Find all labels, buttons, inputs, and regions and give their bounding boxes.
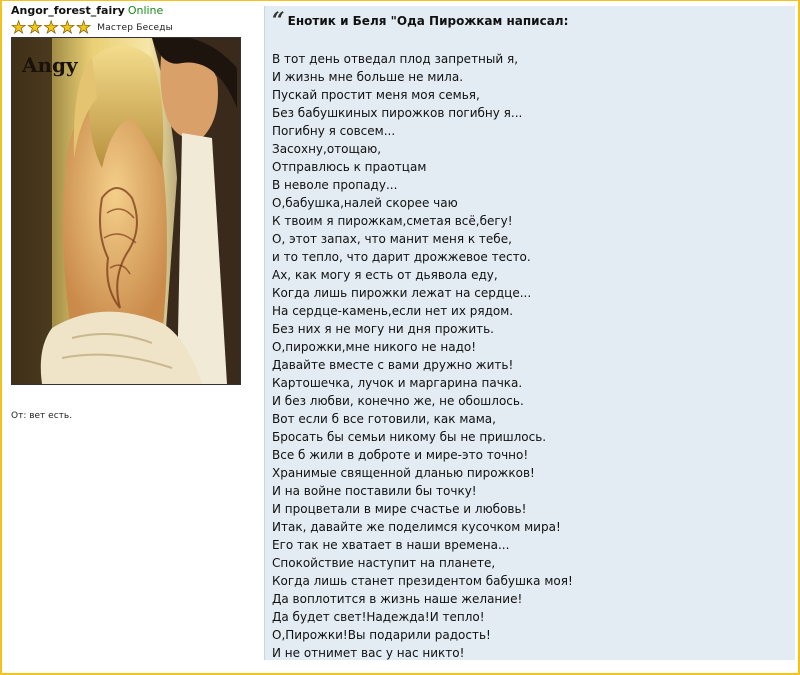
user-panel [11,4,251,421]
poem-line: Его так не хватает в наши времена... [272,538,510,552]
online-status: Online [127,4,164,17]
poem-line: Ах, как могу я есть от дьявола еду, [272,268,498,282]
star-icon: ★ [76,17,92,38]
poem-line: Да воплотится в жизнь наше желание! [272,592,523,606]
star-icon: ★ [59,17,75,38]
poem-line: и то тепло, что дарит дрожжевое тесто. [272,250,531,264]
poem-line: Засохну,отощаю, [272,142,382,156]
star-icon: ★ [43,17,59,38]
poem-line: О,бабушка,налей скорее чаю [272,196,458,210]
quote-block [264,6,795,660]
username-link[interactable]: Angor_forest_fairy [11,4,125,17]
poem-line: Бросать бы семьи никому бы не пришлось. [272,430,547,444]
signature: От: вет есть. [11,411,73,421]
quote-text [272,50,573,662]
poem-line: О, этот запах, что манит меня к тебе, [272,232,512,246]
avatar-logo-text: Angy [22,53,78,77]
poem-line: Давайте вместе с вами дружно жить! [272,358,514,372]
poem-line: И на войне поставили бы точку! [272,484,477,498]
star-icon: ★ [11,17,27,38]
poem-line: На сердце-камень,если нет их рядом. [272,304,514,318]
user-line [11,4,251,18]
poem-line: О,Пирожки!Вы подарили радость! [272,628,491,642]
poem-line: Пускай простит меня моя семья, [272,88,480,102]
poem-line: В неволе пропаду... [272,178,398,192]
poem-line: И процветали в мире счастье и любовь! [272,502,527,516]
poem-line: И не отнимет вас у нас никто! [272,646,465,660]
rank-stars [11,17,92,38]
poem-line: Без них я не могу ни дня прожить. [272,322,494,336]
poem-line: В тот день отведал плод запретный я, [272,52,519,66]
poem-line: Без бабушкиных пирожков погибну я... [272,106,523,120]
poem-line: Погибну я совсем... [272,124,396,138]
star-icon: ★ [27,17,43,38]
rank-line [11,19,251,37]
poem-line: Спокойствие наступит на планете, [272,556,496,570]
quote-title: Енотик и Беля "Ода Пирожкам написал: [287,14,569,28]
quote-header [272,8,569,34]
avatar [11,37,241,385]
poem-line: Вот если б все готовили, как мама, [272,412,496,426]
poem-line: Все б жили в доброте и мире-это точно! [272,448,529,462]
poem-line: О,пирожки,мне никого не надо! [272,340,477,354]
poem-line: Хранимые священной дланью пирожков! [272,466,535,480]
poem-line: Когда лишь пирожки лежат на сердце... [272,286,532,300]
quote-icon: “ [272,8,285,34]
poem-line: И жизнь мне больше не мила. [272,70,464,84]
poem-line: И без любви, конечно же, не обошлось. [272,394,524,408]
poem-line: К твоим я пирожкам,сметая всё,бегу! [272,214,513,228]
poem-line: Итак, давайте же поделимся кусочком мира! [272,520,561,534]
user-rank: Мастер Беседы [97,23,173,33]
poem-line: Отправлюсь к праотцам [272,160,427,174]
poem-line: Да будет свет!Надежда!И тепло! [272,610,485,624]
avatar-illustration [12,38,240,384]
poem-line: Картошечка, лучок и маргарина пачка. [272,376,523,390]
poem-line: Когда лишь станет президентом бабушка моя! [272,574,573,588]
